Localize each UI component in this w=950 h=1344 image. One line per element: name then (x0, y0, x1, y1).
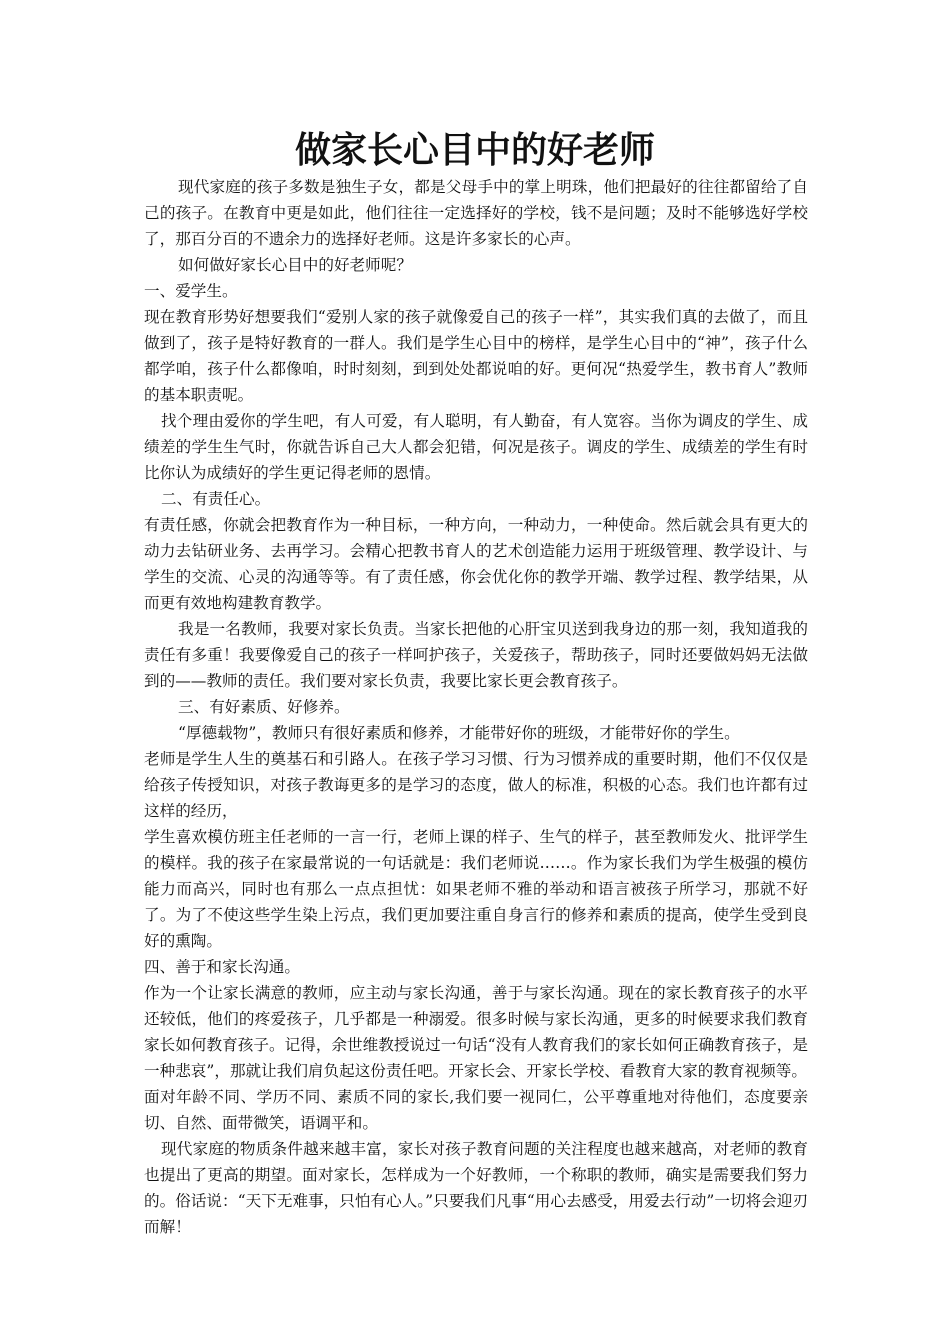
paragraph: 有责任感，你就会把教育作为一种目标，一种方向，一种动力，一种使命。然后就会具有更大的动力去钻研业务、去再学习。会精心把教书育人的艺术创造能力运用于班级管理、教学设计、与学生的交流、心灵的沟通等等。有了责任感，你会优化你的教学开端、教学过程、教学结果，从而更有效地构建教育教学。 (144, 516, 808, 612)
paragraph: 现代家庭的物质条件越来越丰富，家长对孩子教育问题的关注程度也越来越高，对老师的教育也提出了更高的期望。面对家长，怎样成为一个好教师，一个称职的教师，确实是需要我们努力的。俗话说：“天下无难事，只怕有心人。”只要我们凡事“用心去感受，用爱去行动”一切将会迎刃而解！ (144, 1140, 808, 1236)
paragraph: 现在教育形势好想要我们“爱别人家的孩子就像爱自己的孩子一样”，其实我们真的去做了，而且做到了，孩子是特好教育的一群人。我们是学生心目中的榜样，是学生心目中的“神”，孩子什么都学咱，孩子什么都像咱，时时刻刻，到到处处都说咱的好。更何况“热爱学生，教书育人”教师的基本职责呢。 (144, 308, 808, 404)
paragraph: 学生喜欢模仿班主任老师的一言一行，老师上课的样子、生气的样子，甚至教师发火、批评学生的模样。我的孩子在家最常说的一句话就是：我们老师说……。作为家长我们为学生极强的模仿能力而高兴，同时也有那么一点点担忧：如果老师不雅的举动和语言被孩子所学习，那就不好了。为了不使这些学生染上污点，我们更加要注重自身言行的修养和素质的提高，使学生受到良好的熏陶。 (144, 828, 808, 950)
paragraph: “厚德载物”，教师只有很好素质和修养，才能带好你的班级，才能带好你的学生。 (178, 724, 740, 742)
paragraph: 我是一名教师，我要对家长负责。当家长把他的心肝宝贝送到我身边的那一刻，我知道我的责任有多重！我要像爱自己的孩子一样呵护孩子，关爱孩子，帮助孩子，同时还要做妈妈无法做到的——教师的责任。我们要对家长负责，我要比家长更会教育孩子。 (144, 620, 808, 690)
paragraph: 作为一个让家长满意的教师，应主动与家长沟通，善于与家长沟通。现在的家长教育孩子的水平还较低，他们的疼爱孩子，几乎都是一种溺爱。很多时候与家长沟通，更多的时候要求我们教育家长如何教育孩子。记得，余世维教授说过一句话“没有人教育我们的家长如何正确教育孩子，是一种悲哀”，那就让我们肩负起这份责任吧。开家长会、开家长学校、看教育大家的教育视频等。 (144, 984, 808, 1080)
section-heading: 三、有好素质、好修养。 (178, 698, 350, 716)
paragraph: 面对年龄不同、学历不同、素质不同的家长,我们要一视同仁，公平尊重地对待他们，态度要亲切、自然、面带微笑，语调平和。 (144, 1088, 808, 1132)
paragraph: 老师是学生人生的奠基石和引路人。在孩子学习习惯、行为习惯养成的重要时期，他们不仅仅是给孩子传授知识，对孩子教诲更多的是学习的态度，做人的标准，积极的心态。我们也许都有过这样的经历， (144, 750, 808, 820)
section-heading: 二、有责任心。 (161, 490, 271, 508)
section-heading: 一、爱学生。 (144, 282, 238, 300)
section-heading: 四、善于和家长沟通。 (144, 958, 300, 976)
document-body (144, 174, 808, 1240)
paragraph: 如何做好家长心目中的好老师呢？ (178, 256, 412, 274)
paragraph: 找个理由爱你的学生吧，有人可爱，有人聪明，有人勤奋，有人宽容。当你为调皮的学生、成绩差的学生生气时，你就告诉自己大人都会犯错，何况是孩子。调皮的学生、成绩差的学生有时比你认为成绩好的学生更记得老师的恩情。 (144, 412, 808, 482)
paragraph: 现代家庭的孩子多数是独生子女，都是父母手中的掌上明珠，他们把最好的往往都留给了自己的孩子。在教育中更是如此，他们往往一定选择好的学校，钱不是问题；及时不能够选好学校了，那百分百的不遗余力的选择好老师。这是许多家长的心声。 (144, 178, 808, 248)
document-title: 做家长心目中的好老师 (294, 129, 655, 171)
